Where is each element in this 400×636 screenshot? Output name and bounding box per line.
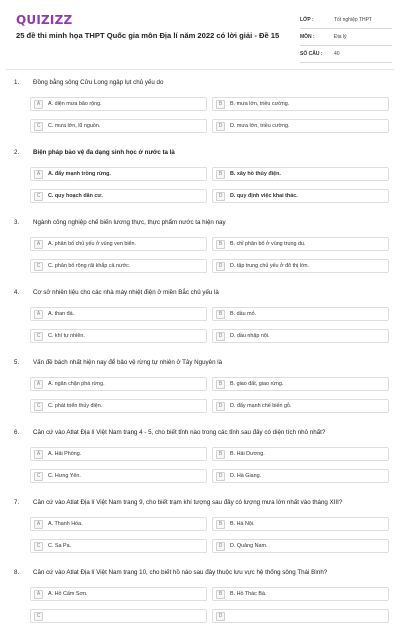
answer-option-c[interactable] [30, 399, 207, 413]
question-number: 7. [14, 499, 20, 506]
option-letter-badge: C [34, 122, 43, 131]
answer-option-a[interactable] [30, 447, 207, 461]
option-letter-badge: A [34, 100, 43, 109]
option-letter-badge: B [216, 310, 225, 319]
answer-option-c[interactable] [30, 259, 207, 273]
option-letter-badge: A [34, 170, 43, 179]
option-text: A. than đá. [48, 311, 75, 317]
question-header [14, 359, 222, 366]
option-letter-badge: B [216, 450, 225, 459]
question-header [14, 149, 175, 156]
question-text: Căn cứ vào Atlat Địa lí Việt Nam trang 4 - 5, cho biết tỉnh nào trong các tỉnh sau đây có diện tích nhỏ nhất? [33, 429, 326, 436]
option-text: A. ngăn chặn phá rừng. [48, 381, 105, 387]
question-number: 5. [14, 359, 20, 366]
question-number: 1. [14, 79, 20, 86]
option-text: D. mưa lớn, triều cường. [230, 123, 290, 129]
option-letter-badge: C [34, 542, 43, 551]
answer-option-b[interactable] [212, 587, 389, 601]
option-text: B. chỉ phân bố ở vùng trung du. [230, 241, 306, 247]
question-3 [0, 216, 400, 286]
option-letter-badge: D [216, 192, 225, 201]
question-text: Ngành công nghiệp chế biến lương thực, thực phẩm nước ta hiện nay [33, 219, 226, 226]
option-text: B. giao đất, giao rừng. [230, 381, 284, 387]
option-letter-badge: B [216, 380, 225, 389]
worksheet-header [0, 0, 400, 70]
option-text: B. dầu mỏ. [230, 311, 257, 317]
option-letter-badge: D [216, 542, 225, 551]
option-letter-badge: C [34, 472, 43, 481]
meta-row-count [300, 46, 392, 63]
question-header [14, 569, 327, 576]
answer-option-d[interactable] [212, 189, 389, 203]
answer-option-b[interactable] [212, 167, 389, 181]
option-text: B. Hà Nội. [230, 521, 255, 527]
question-number: 3. [14, 219, 20, 226]
option-text: B. xây hồ thủy điện. [230, 171, 281, 177]
option-text: D. Hà Giang. [230, 473, 262, 479]
question-number: 6. [14, 429, 20, 436]
option-letter-badge: D [216, 402, 225, 411]
option-text: C. phát triển thủy điện. [48, 403, 103, 409]
question-text: Đồng bằng sông Cửu Long ngập lụt chủ yếu do [33, 79, 164, 86]
answer-option-d[interactable] [212, 119, 389, 133]
meta-key: MÔN : [300, 34, 315, 40]
meta-key: LỚP : [300, 17, 314, 23]
option-letter-badge: B [216, 170, 225, 179]
question-text: Căn cứ vào Atlat Địa lí Việt Nam trang 10, cho biết hồ nào sau đây thuộc lưu vực hệ thống sông Thái Bình? [33, 569, 328, 576]
option-text: C. quy hoạch dân cư. [48, 193, 103, 199]
question-7 [0, 496, 400, 566]
question-header [14, 219, 226, 226]
option-letter-badge: C [34, 192, 43, 201]
question-text: Vấn đề bách nhất hiện nay để bảo vệ rừng tự nhiên ở Tây Nguyên là [33, 359, 223, 366]
option-letter-badge: B [216, 520, 225, 529]
option-text: A. phân bố chủ yếu ở vùng ven biển. [48, 241, 137, 247]
option-text: D. quy định việc khai thác. [230, 193, 298, 199]
option-letter-badge: D [216, 612, 225, 621]
question-number: 8. [14, 569, 20, 576]
meta-value: Địa lý [334, 34, 347, 40]
meta-value: Tốt nghiệp THPT [334, 17, 372, 23]
option-text: C. Sa Pa. [48, 543, 72, 549]
answer-option-c[interactable] [30, 609, 207, 623]
answer-option-b[interactable] [212, 97, 389, 111]
option-text: D. tập trung chủ yếu ở đô thị lớn. [230, 263, 309, 269]
option-letter-badge: B [216, 590, 225, 599]
option-letter-badge: C [34, 402, 43, 411]
answer-option-a[interactable] [30, 307, 207, 321]
option-letter-badge: A [34, 310, 43, 319]
option-text: A. Hải Phòng. [48, 451, 82, 457]
option-letter-badge: A [34, 520, 43, 529]
question-8 [0, 566, 400, 636]
option-text: C. phân bố rộng rãi khắp cả nước. [48, 263, 131, 269]
option-text: A. diện mưa bão rộng. [48, 101, 102, 107]
question-text: Cơ sở nhiên liệu cho các nhà máy nhiệt điện ở miền Bắc chủ yếu là [33, 289, 219, 296]
option-letter-badge: D [216, 122, 225, 131]
answer-option-c[interactable] [30, 119, 207, 133]
option-letter-badge: C [34, 612, 43, 621]
option-letter-badge: A [34, 590, 43, 599]
answer-option-a[interactable] [30, 97, 207, 111]
option-letter-badge: D [216, 332, 225, 341]
option-letter-badge: B [216, 100, 225, 109]
question-header [14, 429, 325, 436]
option-text: C. Hưng Yên. [48, 473, 81, 479]
option-letter-badge: B [216, 240, 225, 249]
question-header [14, 79, 163, 86]
option-text: A. Thanh Hóa. [48, 521, 83, 527]
answer-option-a[interactable] [30, 377, 207, 391]
option-text: C. khí tự nhiên. [48, 333, 85, 339]
option-letter-badge: A [34, 380, 43, 389]
answer-option-a[interactable] [30, 517, 207, 531]
option-text: D. dầu nhập nội. [230, 333, 270, 339]
option-letter-badge: A [34, 240, 43, 249]
question-number: 2. [14, 149, 20, 156]
question-2 [0, 146, 400, 216]
question-header [14, 499, 342, 506]
question-1 [0, 76, 400, 146]
option-text: C. mưa lớn, lũ nguồn. [48, 123, 101, 129]
answer-option-b[interactable] [212, 517, 389, 531]
answer-option-c[interactable] [30, 539, 207, 553]
answer-option-b[interactable] [212, 237, 389, 251]
option-text: A. đẩy mạnh trồng rừng. [48, 171, 111, 177]
question-6 [0, 426, 400, 496]
answer-option-a[interactable] [30, 167, 207, 181]
answer-option-d[interactable] [212, 399, 389, 413]
answer-option-b[interactable] [212, 377, 389, 391]
question-5 [0, 356, 400, 426]
answer-option-d[interactable] [212, 539, 389, 553]
option-text: B. mưa lớn, triều cường. [230, 101, 290, 107]
answer-option-d[interactable] [212, 609, 389, 623]
meta-row-class [300, 12, 392, 29]
option-text: B. Hải Dương. [230, 451, 265, 457]
answer-option-a[interactable] [30, 237, 207, 251]
quizizz-logo: QUIZIZZ [16, 13, 73, 27]
answer-option-c[interactable] [30, 469, 207, 483]
option-letter-badge: D [216, 472, 225, 481]
question-4 [0, 286, 400, 356]
answer-option-c[interactable] [30, 329, 207, 343]
option-text: D. đẩy mạnh chế biến gỗ. [230, 403, 292, 409]
option-letter-badge: D [216, 262, 225, 271]
answer-option-d[interactable] [212, 329, 389, 343]
worksheet-title: 25 đề thi minh họa THPT Quốc gia môn Địa lí năm 2022 có lời giải - Đề 15 [16, 31, 280, 40]
question-number: 4. [14, 289, 20, 296]
option-text: B. Hồ Thác Bà. [230, 591, 267, 597]
answer-option-a[interactable] [30, 587, 207, 601]
meta-key: SỐ CÂU : [300, 51, 323, 57]
meta-row-subject [300, 29, 392, 46]
question-text: Căn cứ vào Atlat Địa lí Việt Nam trang 9, cho biết trạm khí tượng sau đây có lượng mưa lớn nhất vào tháng XIII? [33, 499, 343, 506]
option-letter-badge: A [34, 450, 43, 459]
option-letter-badge: C [34, 332, 43, 341]
option-text: D. Quảng Nam. [230, 543, 268, 549]
answer-option-b[interactable] [212, 447, 389, 461]
worksheet-meta [300, 12, 392, 63]
header-divider [6, 69, 394, 70]
option-letter-badge: C [34, 262, 43, 271]
meta-value: 40 [334, 51, 340, 57]
question-text: Biện pháp bảo vệ đa dạng sinh học ở nước ta là [33, 149, 175, 156]
option-text: A. Hồ Cấm Sơn. [48, 591, 88, 597]
answer-option-b[interactable] [212, 307, 389, 321]
question-list [0, 76, 400, 636]
answer-option-d[interactable] [212, 259, 389, 273]
answer-option-c[interactable] [30, 189, 207, 203]
answer-option-d[interactable] [212, 469, 389, 483]
question-header [14, 289, 219, 296]
